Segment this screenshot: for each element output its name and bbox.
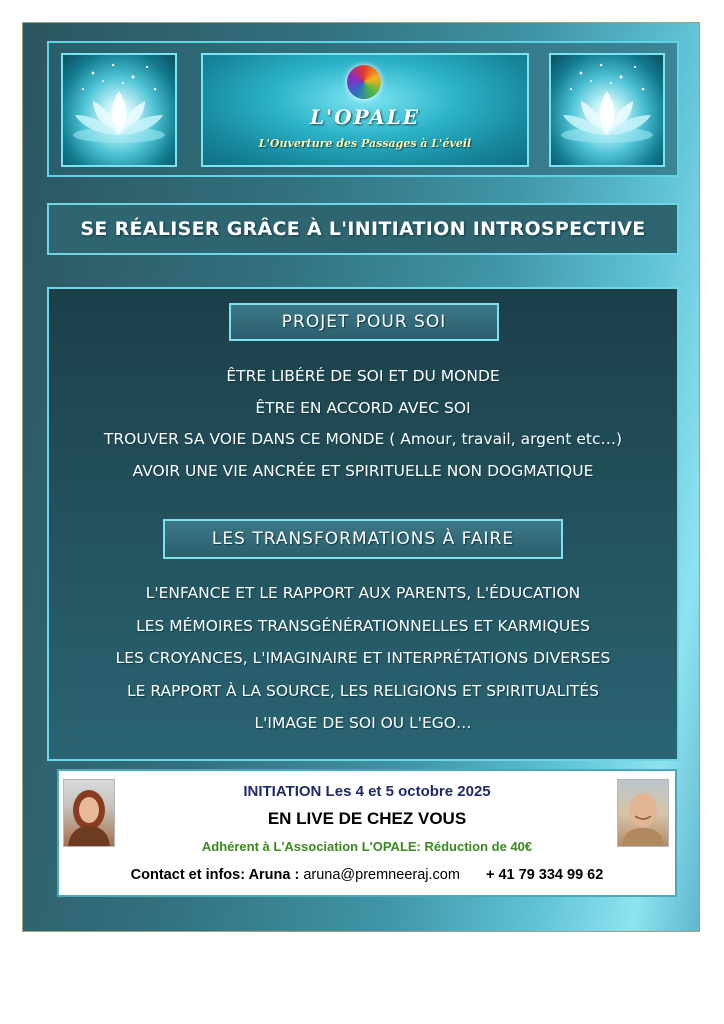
contact-phone[interactable]: + 41 79 334 99 62 [485,867,604,883]
list-item: LES MÉMOIRES TRANSGÉNÉRATIONNELLES ET KARMIQUES [136,616,590,635]
list-item: TROUVER SA VOIE DANS CE MONDE ( Amour, travail, argent etc…) [103,430,623,448]
logo-title: L'OPALE [309,105,420,129]
poster [22,22,700,932]
contact-name: Aruna : [248,867,300,883]
main-panel [47,287,679,761]
contact-email[interactable]: aruna@premneeraj.com [303,867,460,883]
section-title-transformations: LES TRANSFORMATIONS À FAIRE [163,519,563,559]
headline: SE RÉALISER GRÂCE À L'INITIATION INTROSPECTIVE [47,203,679,255]
list-item: L'IMAGE DE SOI OU L'EGO… [254,714,472,732]
event-date: INITIATION Les 4 et 5 octobre 2025 [243,783,491,800]
list-item: LES CROYANCES, L'IMAGINAIRE ET INTERPRÉTATIONS DIVERSES [115,649,611,667]
event-live: EN LIVE DE CHEZ VOUS [267,809,467,828]
list-item: ÊTRE EN ACCORD AVEC SOI [255,398,471,417]
transformations-list [49,577,677,740]
logo-panel [201,53,529,167]
list-item: LE RAPPORT À LA SOURCE, LES RELIGIONS ET SPIRITUALITÉS [126,681,600,700]
opal-gem-icon [347,65,381,99]
header-banner [47,41,679,177]
list-item: AVOIR UNE VIE ANCRÉE ET SPIRITUELLE NON DOGMATIQUE [132,461,594,480]
contact-line [59,867,675,883]
projet-list [49,361,677,487]
avatar-contact [617,779,669,847]
list-item: ÊTRE LIBÉRÉ DE SOI ET DU MONDE [226,367,500,385]
lotus-flower-icon [61,53,177,167]
event-info-box [57,769,677,897]
section-title-projet: PROJET POUR SOI [229,303,499,341]
lotus-flower-icon [549,53,665,167]
list-item: L'ENFANCE ET LE RAPPORT AUX PARENTS, L'ÉDUCATION [145,584,581,602]
contact-label: Contact et infos: [130,867,246,883]
logo-subtitle: L'Ouverture des Passages à L'éveil [258,137,472,150]
member-discount: Adhérent à L'Association L'OPALE: Réduction de 40€ [201,839,533,854]
